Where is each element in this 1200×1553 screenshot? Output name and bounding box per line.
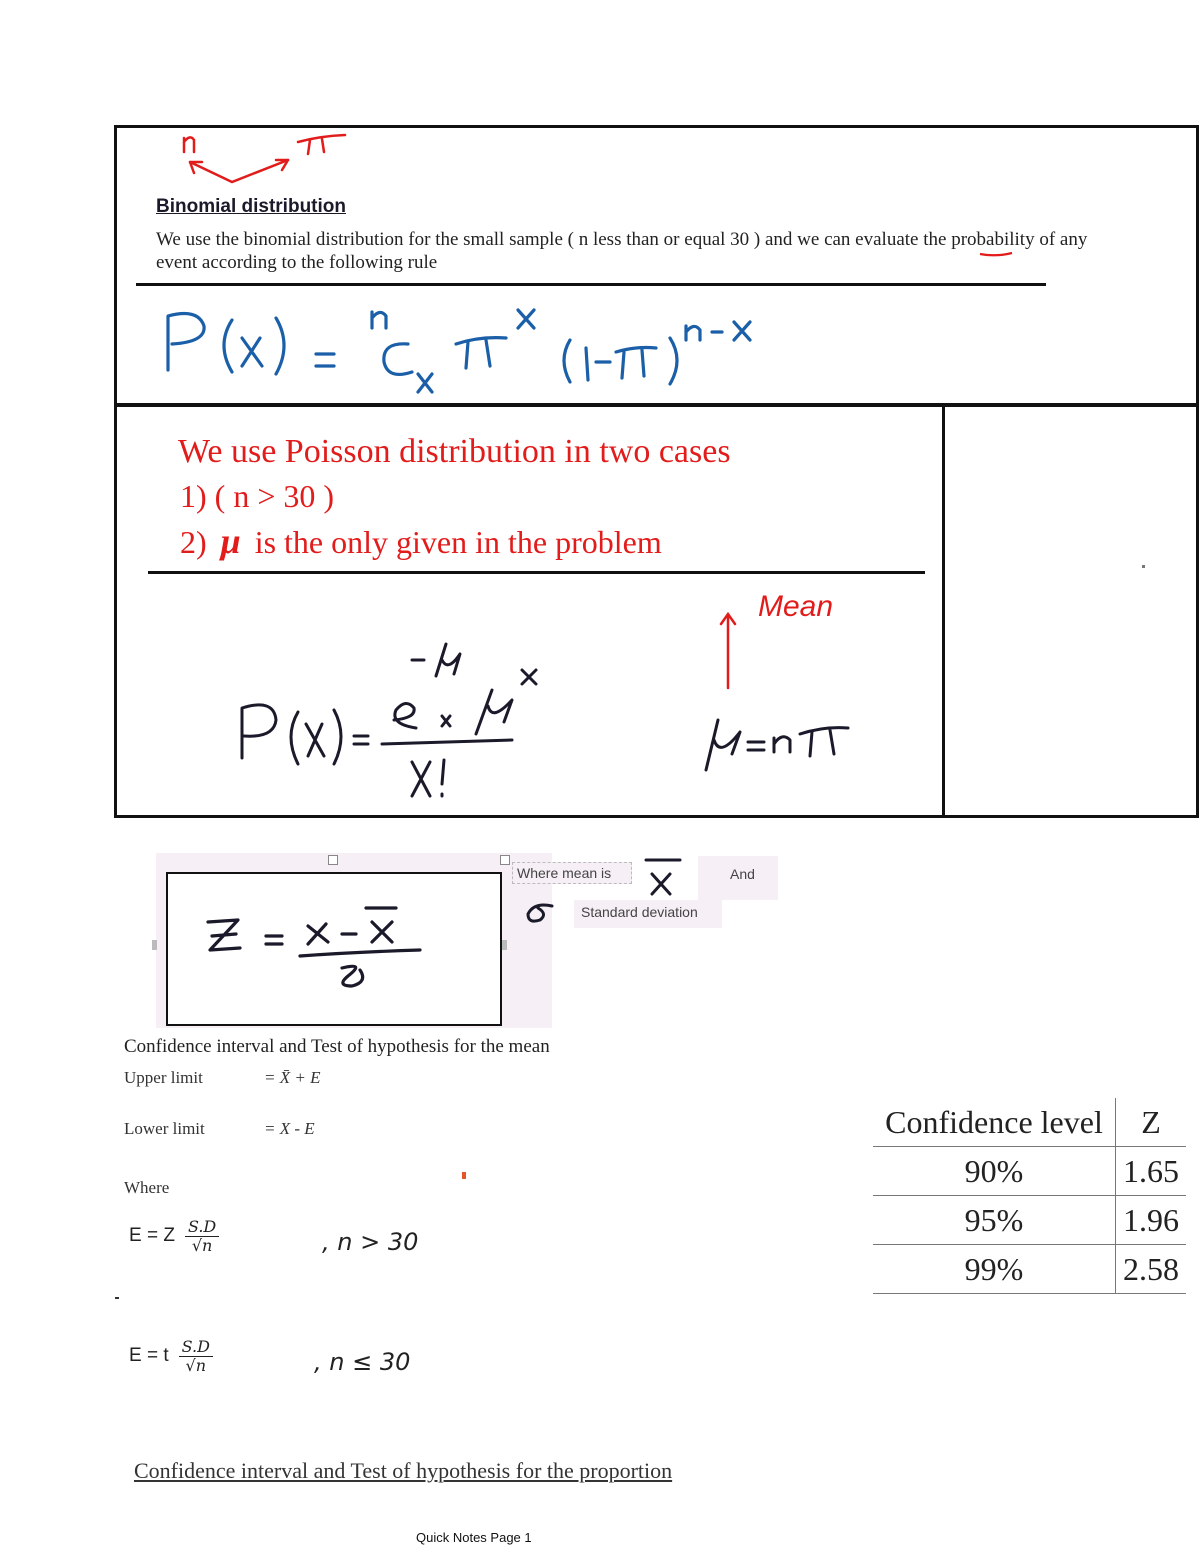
binomial-description: We use the binomial distribution for the small sample ( n less than or equal 30 ) and we can evaluate the probability of any event according to the following rule (156, 229, 1088, 273)
table-row (873, 1245, 1186, 1294)
e-t-prefix: E = t (129, 1345, 169, 1367)
table-cell-z: 1.65 (1116, 1147, 1187, 1196)
binomial-title: Binomial distribution (156, 196, 346, 217)
footer-page-label: Quick Notes Page 1 (416, 1530, 532, 1545)
cond-large-n: , n > 30 (322, 1228, 419, 1256)
z-score-formula (196, 900, 436, 1000)
mean-label: Mean (758, 590, 834, 623)
underline-30-mark (978, 250, 1014, 258)
poisson-heading: We use Poisson distribution in two cases (178, 433, 731, 470)
poisson-divider (148, 571, 925, 574)
poisson-case-2-prefix: 2) (180, 524, 207, 560)
e-t-formula (129, 1338, 213, 1386)
e-t-fraction (179, 1338, 213, 1374)
red-dot-mark (462, 1172, 466, 1179)
table-row (873, 1147, 1186, 1196)
where-label: Where (124, 1178, 170, 1197)
e-z-numerator: S.D (185, 1218, 219, 1237)
table-header-row (873, 1098, 1186, 1147)
table-cell-z: 2.58 (1116, 1245, 1187, 1294)
binomial-formula (150, 300, 790, 400)
poisson-case-1: 1) ( n > 30 ) (180, 478, 335, 514)
e-t-denominator: √n (185, 1355, 207, 1375)
table-cell-level: 95% (873, 1196, 1116, 1245)
table-header-confidence: Confidence level (873, 1098, 1116, 1147)
resize-handle-left-mid[interactable] (152, 940, 157, 950)
cond-small-n: , n ≤ 30 (314, 1348, 411, 1376)
handwritten-n-pi-arrows (170, 130, 360, 192)
mean-formula (696, 700, 856, 776)
ci-proportion-title: Confidence interval and Test of hypothesis for the proportion (134, 1458, 673, 1483)
mean-arrow (716, 608, 740, 690)
e-t-numerator: S.D (179, 1338, 213, 1357)
resize-handle-top-mid[interactable] (328, 855, 338, 865)
resize-handle-right-mid[interactable] (502, 940, 507, 950)
poisson-formula (230, 640, 560, 812)
short-tick-mark (115, 1297, 119, 1299)
ci-mean-title: Confidence interval and Test of hypothesis for the mean (124, 1036, 550, 1057)
poisson-box-divider (942, 403, 945, 818)
binomial-divider (136, 283, 1046, 286)
side-tick-mark (1142, 565, 1145, 568)
where-mean-is-label: Where mean is (517, 865, 612, 881)
and-label: And (730, 866, 755, 882)
e-z-fraction (185, 1218, 219, 1254)
e-z-formula (129, 1218, 219, 1266)
e-z-prefix: E = Z (129, 1225, 175, 1247)
poisson-case-2 (180, 520, 662, 562)
standard-deviation-label: Standard deviation (581, 904, 698, 920)
table-row (873, 1196, 1186, 1245)
upper-limit-label: Upper limit (124, 1068, 203, 1087)
table-header-z: Z (1116, 1098, 1187, 1147)
sigma-symbol (520, 900, 556, 926)
table-cell-level: 99% (873, 1245, 1116, 1294)
lower-limit-label: Lower limit (124, 1119, 205, 1138)
table-cell-level: 90% (873, 1147, 1116, 1196)
lower-limit-formula: = X - E (264, 1119, 315, 1138)
confidence-level-table (873, 1098, 1186, 1294)
poisson-case-2-text: is the only given in the problem (254, 524, 662, 560)
e-z-denominator: √n (191, 1235, 213, 1255)
x-bar-symbol (640, 856, 688, 900)
resize-handle-top-right[interactable] (500, 855, 510, 865)
mu-symbol: μ (220, 521, 241, 561)
table-cell-z: 1.96 (1116, 1196, 1187, 1245)
upper-limit-formula: = X̄ + E (264, 1068, 321, 1087)
